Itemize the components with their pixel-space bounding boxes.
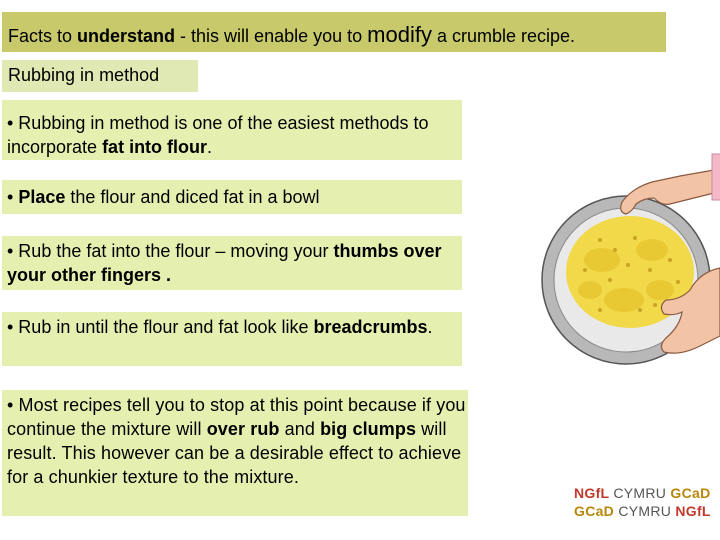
section-heading: Rubbing in method (2, 60, 198, 92)
fact-box-1: • Rubbing in method is one of the easiest methods to incorporate fat into flour. (2, 100, 462, 160)
fact-box-4: • Rub in until the flour and fat look like breadcrumbs. (2, 312, 462, 366)
hand-top (621, 154, 720, 214)
page-title: Facts to understand - this will enable you to modify a crumble recipe. (2, 12, 666, 52)
fact-box-2: • Place the flour and diced fat in a bowl (2, 180, 462, 214)
rubbing-in-illustration (540, 150, 720, 400)
fact-box-3: • Rub the fat into the flour – moving your thumbs over your other fingers . (2, 236, 462, 290)
fact-box-5: • Most recipes tell you to stop at this point because if you continue the mixture will over rub and big clumps will result. This however can be a desirable effect to achieve for a chunkier texture to the mixture. (2, 390, 468, 516)
ngfl-gcad-logo-bottom: GCaD CYMRU NGfL (574, 503, 711, 519)
ngfl-gcad-logo-top: NGfL CYMRU GCaD (574, 485, 711, 501)
